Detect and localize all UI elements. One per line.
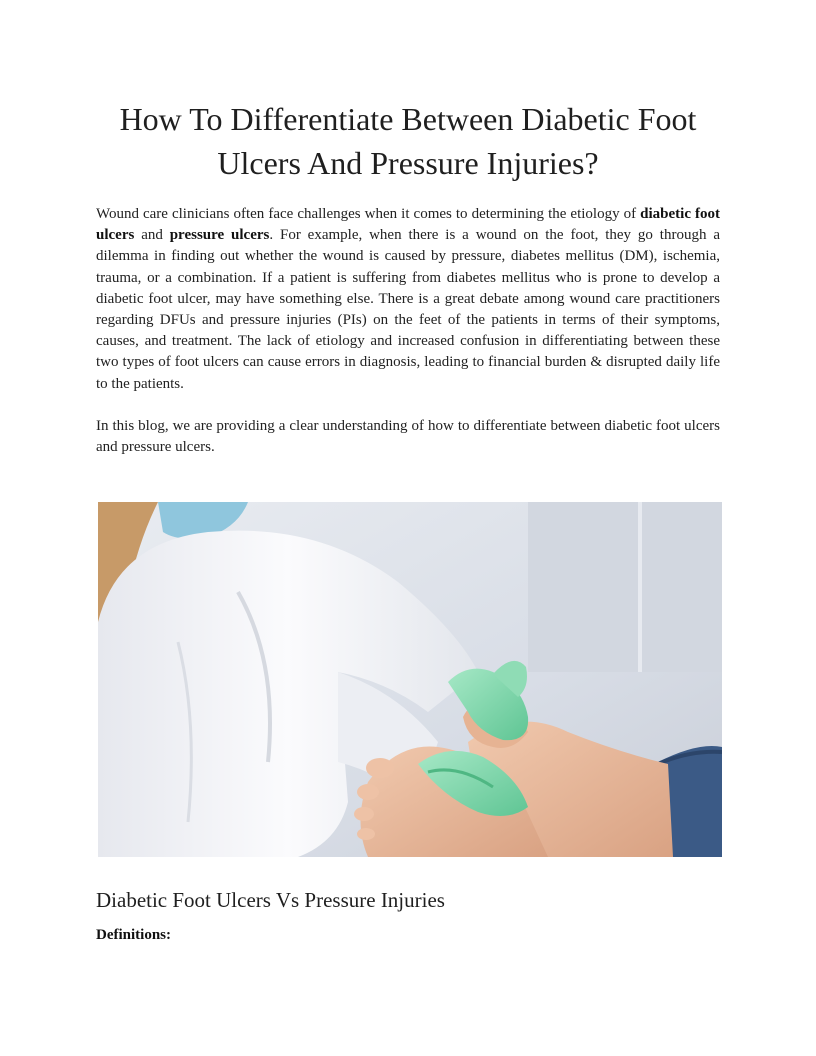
foot-examination-photo	[98, 502, 722, 857]
wall-panel-highlight	[638, 502, 642, 672]
diabetic-foot-ulcers-term: diabetic foot ulcers	[96, 206, 720, 244]
intro-text: . For example, when there is a wound on the foot, they go through a dilemma in finding out whether the wound is caused by pressure, diabetes mellitus (DM), ischemia, trauma, or a combination. If a patient is suffering from diabetes mellitus who is prone to develop a diabetic foot ulcer, may have something else. There is a great debate among wound care practitioners regarding DFUs and pressure injuries (PIs) on the feet of the patients in terms of their symptoms, causes, and treatment. The lack of etiology and increased confusion in differentiating between these two types of foot ulcers can cause errors in diagnosis, leading to financial burden & disrupted daily life to the patients.	[96, 227, 720, 392]
summary-paragraph: In this blog, we are providing a clear understanding of how to differentiate between diabetic foot ulcers and pressure ulcers.	[96, 418, 720, 456]
toe	[357, 828, 375, 840]
page-title: How To Differentiate Between Diabetic Foot Ulcers And Pressure Injuries?	[119, 101, 697, 181]
intro-text: Wound care clinicians often face challenges when it comes to determining the etiology of	[96, 206, 641, 222]
section-heading: Diabetic Foot Ulcers Vs Pressure Injuries	[96, 888, 445, 912]
intro-text: and	[134, 227, 170, 244]
foot-examination-illustration	[98, 502, 722, 857]
toe	[366, 758, 394, 778]
definitions-subheading: Definitions:	[96, 927, 171, 943]
intro-paragraph	[96, 204, 720, 395]
toe	[354, 807, 374, 821]
pressure-ulcers-term: pressure ulcers	[169, 227, 270, 244]
wall-panel	[528, 502, 722, 672]
toe	[357, 784, 379, 800]
